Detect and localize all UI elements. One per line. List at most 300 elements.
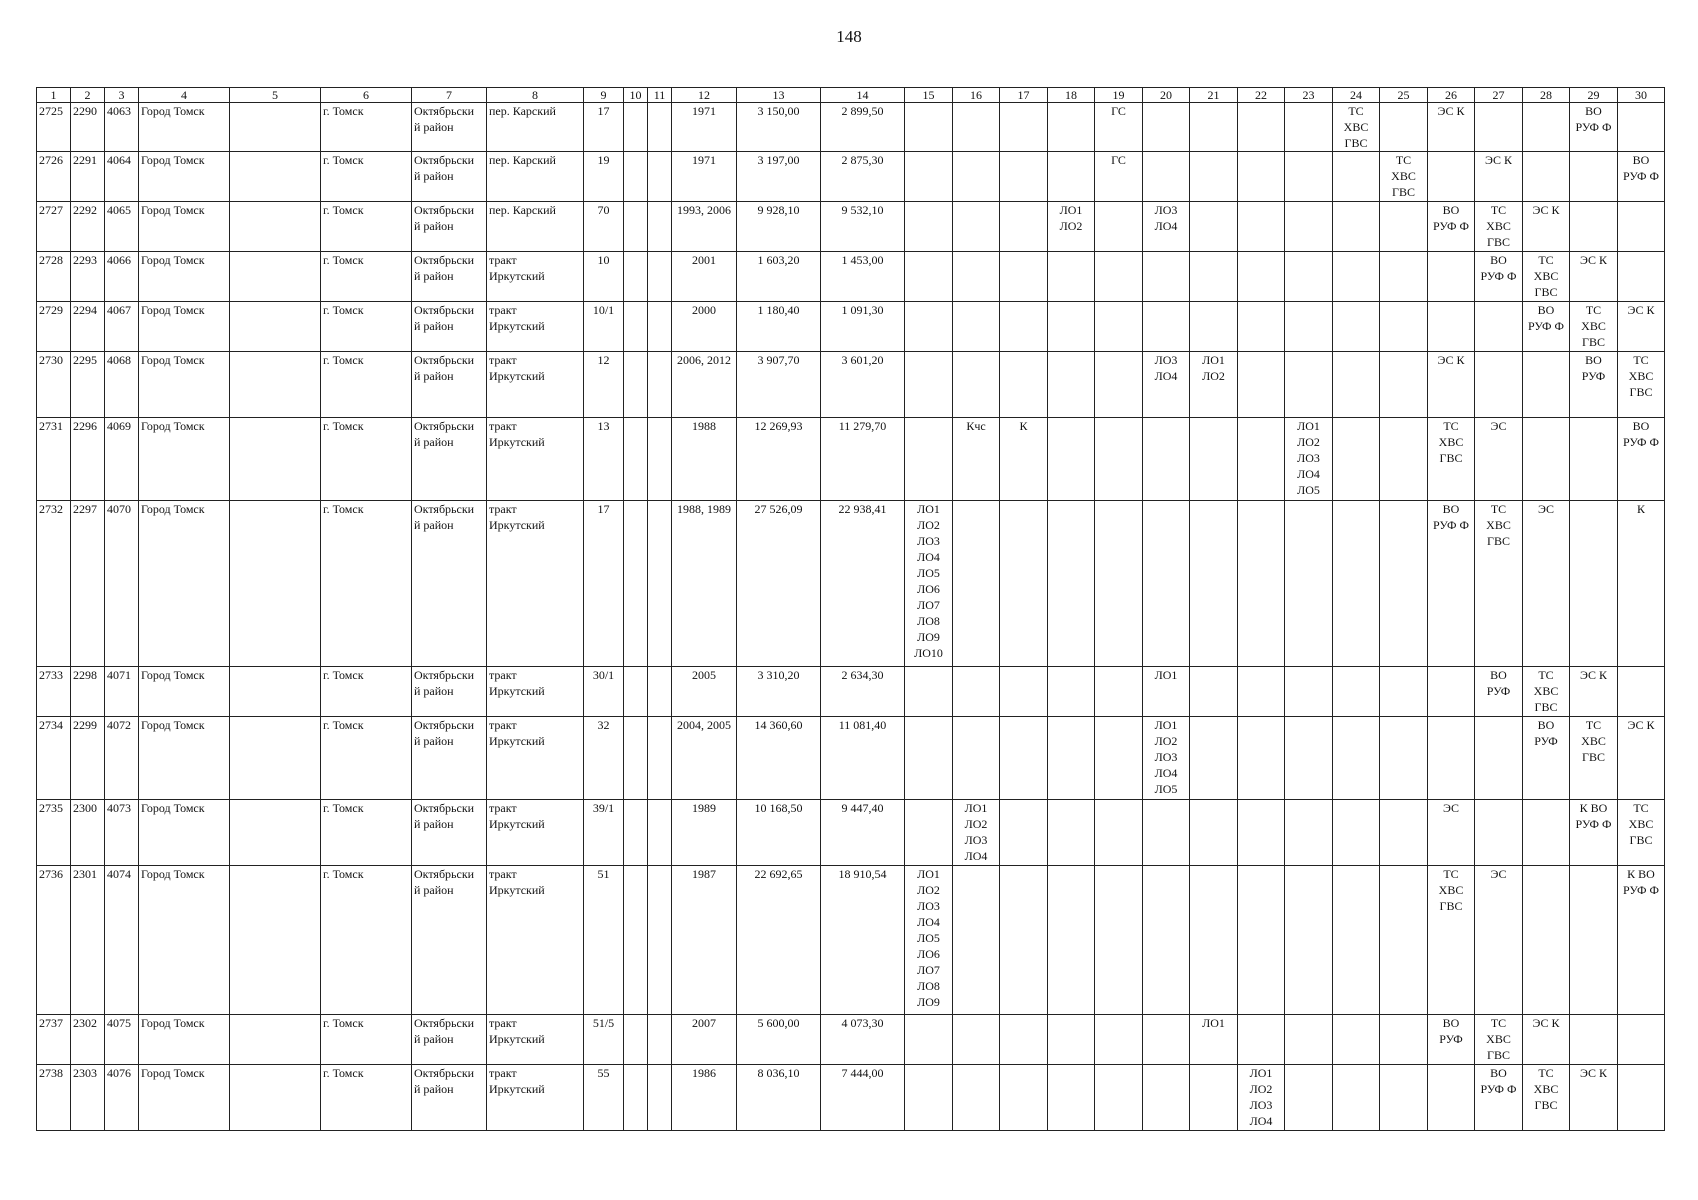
- cell-col-23: [1285, 866, 1333, 1015]
- cell-col-3: 4068: [105, 352, 139, 418]
- cell-col-24: [1333, 717, 1380, 800]
- cell-col-29: [1570, 1015, 1618, 1065]
- cell-col-26: [1428, 152, 1475, 202]
- table-row: [37, 103, 1665, 152]
- cell-col-6: г. Томск: [321, 717, 412, 800]
- cell-col-20: [1143, 152, 1190, 202]
- cell-col-26: ВО РУФ Ф: [1428, 202, 1475, 252]
- cell-col-28: ЭС: [1523, 501, 1570, 667]
- cell-col-30: [1618, 103, 1665, 152]
- cell-col-15: [905, 202, 953, 252]
- cell-col-23: [1285, 501, 1333, 667]
- cell-col-18: [1048, 252, 1095, 302]
- cell-col-25: [1380, 1065, 1428, 1131]
- cell-col-12: 2004, 2005: [672, 717, 737, 800]
- cell-col-24: [1333, 202, 1380, 252]
- cell-col-6: г. Томск: [321, 800, 412, 866]
- cell-col-10: [624, 103, 648, 152]
- cell-col-23: [1285, 1015, 1333, 1065]
- cell-col-22: [1238, 1015, 1285, 1065]
- cell-col-25: [1380, 302, 1428, 352]
- cell-col-15: [905, 352, 953, 418]
- cell-col-8: тракт Иркутский: [487, 1015, 584, 1065]
- cell-col-6: г. Томск: [321, 352, 412, 418]
- table-row: [37, 717, 1665, 800]
- cell-col-2: 2297: [71, 501, 105, 667]
- cell-col-14: 18 910,54: [821, 866, 905, 1015]
- column-header-11: 11: [648, 88, 672, 103]
- column-header-5: 5: [230, 88, 321, 103]
- cell-col-16: [953, 501, 1000, 667]
- cell-col-21: ЛО1: [1190, 1015, 1238, 1065]
- cell-col-1: 2727: [37, 202, 71, 252]
- cell-col-30: К ВО РУФ Ф: [1618, 866, 1665, 1015]
- cell-col-16: Кчс: [953, 418, 1000, 501]
- column-header-29: 29: [1570, 88, 1618, 103]
- cell-col-7: Октябрьски й район: [412, 152, 487, 202]
- housing-register-table: [36, 87, 1665, 1131]
- cell-col-16: ЛО1 ЛО2 ЛО3 ЛО4: [953, 800, 1000, 866]
- cell-col-11: [648, 103, 672, 152]
- column-header-6: 6: [321, 88, 412, 103]
- cell-col-7: Октябрьски й район: [412, 103, 487, 152]
- cell-col-28: ЭС К: [1523, 1015, 1570, 1065]
- column-header-8: 8: [487, 88, 584, 103]
- cell-col-4: Город Томск: [139, 252, 230, 302]
- cell-col-15: [905, 667, 953, 717]
- cell-col-23: [1285, 800, 1333, 866]
- cell-col-28: [1523, 418, 1570, 501]
- cell-col-18: [1048, 302, 1095, 352]
- cell-col-29: [1570, 152, 1618, 202]
- cell-col-18: [1048, 1015, 1095, 1065]
- cell-col-23: [1285, 352, 1333, 418]
- cell-col-21: [1190, 717, 1238, 800]
- cell-col-15: [905, 252, 953, 302]
- cell-col-24: [1333, 418, 1380, 501]
- cell-col-11: [648, 352, 672, 418]
- cell-col-28: ТС ХВС ГВС: [1523, 667, 1570, 717]
- cell-col-8: пер. Карский: [487, 103, 584, 152]
- cell-col-18: [1048, 103, 1095, 152]
- cell-col-9: 19: [584, 152, 624, 202]
- cell-col-20: ЛО1 ЛО2 ЛО3 ЛО4 ЛО5: [1143, 717, 1190, 800]
- table-row: [37, 302, 1665, 352]
- cell-col-17: [1000, 717, 1048, 800]
- cell-col-10: [624, 1015, 648, 1065]
- cell-col-21: [1190, 302, 1238, 352]
- cell-col-12: 1989: [672, 800, 737, 866]
- cell-col-20: ЛО3 ЛО4: [1143, 352, 1190, 418]
- cell-col-6: г. Томск: [321, 1015, 412, 1065]
- cell-col-6: г. Томск: [321, 418, 412, 501]
- cell-col-19: [1095, 202, 1143, 252]
- cell-col-7: Октябрьски й район: [412, 501, 487, 667]
- cell-col-29: ЭС К: [1570, 1065, 1618, 1131]
- cell-col-1: 2733: [37, 667, 71, 717]
- cell-col-26: ЭС К: [1428, 103, 1475, 152]
- column-header-21: 21: [1190, 88, 1238, 103]
- cell-col-15: ЛО1 ЛО2 ЛО3 ЛО4 ЛО5 ЛО6 ЛО7 ЛО8 ЛО9 ЛО10: [905, 501, 953, 667]
- table-row: [37, 501, 1665, 667]
- cell-col-6: г. Томск: [321, 667, 412, 717]
- cell-col-23: ЛО1 ЛО2 ЛО3 ЛО4 ЛО5: [1285, 418, 1333, 501]
- cell-col-17: [1000, 1065, 1048, 1131]
- cell-col-2: 2303: [71, 1065, 105, 1131]
- cell-col-16: [953, 302, 1000, 352]
- cell-col-13: 1 603,20: [737, 252, 821, 302]
- cell-col-4: Город Томск: [139, 667, 230, 717]
- cell-col-11: [648, 866, 672, 1015]
- cell-col-17: [1000, 152, 1048, 202]
- cell-col-1: 2734: [37, 717, 71, 800]
- cell-col-22: [1238, 202, 1285, 252]
- cell-col-23: [1285, 1065, 1333, 1131]
- cell-col-3: 4076: [105, 1065, 139, 1131]
- cell-col-2: 2299: [71, 717, 105, 800]
- cell-col-17: [1000, 501, 1048, 667]
- cell-col-6: г. Томск: [321, 252, 412, 302]
- cell-col-17: [1000, 667, 1048, 717]
- column-header-13: 13: [737, 88, 821, 103]
- cell-col-26: ЭС: [1428, 800, 1475, 866]
- cell-col-8: тракт Иркутский: [487, 302, 584, 352]
- cell-col-17: [1000, 252, 1048, 302]
- cell-col-19: [1095, 252, 1143, 302]
- cell-col-6: г. Томск: [321, 202, 412, 252]
- cell-col-28: [1523, 103, 1570, 152]
- cell-col-13: 3 197,00: [737, 152, 821, 202]
- cell-col-20: ЛО3 ЛО4: [1143, 202, 1190, 252]
- cell-col-24: [1333, 252, 1380, 302]
- cell-col-3: 4073: [105, 800, 139, 866]
- column-header-2: 2: [71, 88, 105, 103]
- cell-col-18: [1048, 1065, 1095, 1131]
- cell-col-11: [648, 302, 672, 352]
- cell-col-7: Октябрьски й район: [412, 800, 487, 866]
- cell-col-27: ТС ХВС ГВС: [1475, 202, 1523, 252]
- cell-col-18: [1048, 152, 1095, 202]
- cell-col-9: 17: [584, 501, 624, 667]
- table-row: [37, 418, 1665, 501]
- cell-col-23: [1285, 717, 1333, 800]
- cell-col-26: [1428, 1065, 1475, 1131]
- cell-col-14: 4 073,30: [821, 1015, 905, 1065]
- cell-col-1: 2726: [37, 152, 71, 202]
- cell-col-28: ТС ХВС ГВС: [1523, 252, 1570, 302]
- cell-col-25: [1380, 501, 1428, 667]
- cell-col-5: [230, 202, 321, 252]
- cell-col-14: 9 447,40: [821, 800, 905, 866]
- cell-col-10: [624, 352, 648, 418]
- cell-col-4: Город Томск: [139, 866, 230, 1015]
- cell-col-18: [1048, 418, 1095, 501]
- cell-col-16: [953, 667, 1000, 717]
- cell-col-5: [230, 418, 321, 501]
- cell-col-14: 2 899,50: [821, 103, 905, 152]
- cell-col-3: 4067: [105, 302, 139, 352]
- cell-col-9: 30/1: [584, 667, 624, 717]
- cell-col-22: [1238, 352, 1285, 418]
- cell-col-22: [1238, 418, 1285, 501]
- cell-col-2: 2300: [71, 800, 105, 866]
- cell-col-30: [1618, 1015, 1665, 1065]
- cell-col-12: 2007: [672, 1015, 737, 1065]
- cell-col-14: 9 532,10: [821, 202, 905, 252]
- cell-col-22: [1238, 717, 1285, 800]
- cell-col-14: 3 601,20: [821, 352, 905, 418]
- cell-col-25: [1380, 418, 1428, 501]
- cell-col-2: 2291: [71, 152, 105, 202]
- cell-col-15: [905, 152, 953, 202]
- cell-col-15: [905, 800, 953, 866]
- cell-col-30: [1618, 1065, 1665, 1131]
- cell-col-16: [953, 717, 1000, 800]
- cell-col-25: [1380, 866, 1428, 1015]
- column-header-9: 9: [584, 88, 624, 103]
- cell-col-23: [1285, 302, 1333, 352]
- cell-col-10: [624, 152, 648, 202]
- cell-col-21: [1190, 152, 1238, 202]
- cell-col-4: Город Томск: [139, 302, 230, 352]
- page-number: 148: [836, 27, 862, 46]
- cell-col-17: [1000, 202, 1048, 252]
- cell-col-15: [905, 418, 953, 501]
- cell-col-30: ЭС К: [1618, 717, 1665, 800]
- cell-col-5: [230, 800, 321, 866]
- cell-col-3: 4072: [105, 717, 139, 800]
- cell-col-10: [624, 717, 648, 800]
- cell-col-29: [1570, 501, 1618, 667]
- cell-col-25: [1380, 252, 1428, 302]
- cell-col-3: 4069: [105, 418, 139, 501]
- cell-col-18: [1048, 352, 1095, 418]
- cell-col-13: 3 310,20: [737, 667, 821, 717]
- cell-col-22: [1238, 252, 1285, 302]
- cell-col-3: 4063: [105, 103, 139, 152]
- cell-col-25: [1380, 800, 1428, 866]
- cell-col-10: [624, 202, 648, 252]
- cell-col-2: 2302: [71, 1015, 105, 1065]
- column-header-15: 15: [905, 88, 953, 103]
- column-header-16: 16: [953, 88, 1000, 103]
- cell-col-27: [1475, 103, 1523, 152]
- cell-col-14: 11 081,40: [821, 717, 905, 800]
- cell-col-29: К ВО РУФ Ф: [1570, 800, 1618, 866]
- cell-col-4: Город Томск: [139, 103, 230, 152]
- cell-col-27: ВО РУФ Ф: [1475, 252, 1523, 302]
- cell-col-30: [1618, 252, 1665, 302]
- cell-col-8: тракт Иркутский: [487, 866, 584, 1015]
- table-row: [37, 202, 1665, 252]
- cell-col-10: [624, 1065, 648, 1131]
- cell-col-4: Город Томск: [139, 418, 230, 501]
- cell-col-21: [1190, 501, 1238, 667]
- cell-col-4: Город Томск: [139, 1065, 230, 1131]
- cell-col-16: [953, 1065, 1000, 1131]
- cell-col-20: [1143, 103, 1190, 152]
- cell-col-5: [230, 302, 321, 352]
- cell-col-24: [1333, 866, 1380, 1015]
- cell-col-30: ЭС К: [1618, 302, 1665, 352]
- cell-col-25: ТС ХВС ГВС: [1380, 152, 1428, 202]
- cell-col-9: 10: [584, 252, 624, 302]
- cell-col-19: ГС: [1095, 103, 1143, 152]
- cell-col-14: 11 279,70: [821, 418, 905, 501]
- cell-col-16: [953, 866, 1000, 1015]
- cell-col-13: 5 600,00: [737, 1015, 821, 1065]
- cell-col-19: [1095, 501, 1143, 667]
- cell-col-6: г. Томск: [321, 103, 412, 152]
- cell-col-11: [648, 1065, 672, 1131]
- cell-col-19: ГС: [1095, 152, 1143, 202]
- cell-col-12: 1971: [672, 152, 737, 202]
- cell-col-3: 4075: [105, 1015, 139, 1065]
- table-row: [37, 352, 1665, 418]
- cell-col-15: ЛО1 ЛО2 ЛО3 ЛО4 ЛО5 ЛО6 ЛО7 ЛО8 ЛО9: [905, 866, 953, 1015]
- cell-col-26: [1428, 252, 1475, 302]
- cell-col-29: [1570, 418, 1618, 501]
- cell-col-25: [1380, 103, 1428, 152]
- cell-col-18: [1048, 501, 1095, 667]
- cell-col-22: [1238, 302, 1285, 352]
- cell-col-4: Город Томск: [139, 800, 230, 866]
- cell-col-24: [1333, 667, 1380, 717]
- cell-col-20: [1143, 302, 1190, 352]
- cell-col-23: [1285, 202, 1333, 252]
- cell-col-2: 2292: [71, 202, 105, 252]
- column-header-14: 14: [821, 88, 905, 103]
- cell-col-30: ВО РУФ Ф: [1618, 418, 1665, 501]
- cell-col-27: ЭС: [1475, 418, 1523, 501]
- cell-col-17: [1000, 103, 1048, 152]
- column-header-25: 25: [1380, 88, 1428, 103]
- cell-col-11: [648, 800, 672, 866]
- cell-col-19: [1095, 667, 1143, 717]
- cell-col-17: [1000, 1015, 1048, 1065]
- cell-col-17: [1000, 352, 1048, 418]
- cell-col-8: тракт Иркутский: [487, 252, 584, 302]
- cell-col-23: [1285, 252, 1333, 302]
- cell-col-15: [905, 717, 953, 800]
- cell-col-20: [1143, 1065, 1190, 1131]
- cell-col-29: ЭС К: [1570, 252, 1618, 302]
- cell-col-7: Октябрьски й район: [412, 252, 487, 302]
- cell-col-9: 51: [584, 866, 624, 1015]
- cell-col-21: [1190, 252, 1238, 302]
- cell-col-5: [230, 501, 321, 667]
- cell-col-2: 2301: [71, 866, 105, 1015]
- column-header-20: 20: [1143, 88, 1190, 103]
- cell-col-22: [1238, 152, 1285, 202]
- cell-col-29: ВО РУФ Ф: [1570, 103, 1618, 152]
- column-header-3: 3: [105, 88, 139, 103]
- cell-col-20: [1143, 252, 1190, 302]
- cell-col-7: Октябрьски й район: [412, 202, 487, 252]
- cell-col-7: Октябрьски й район: [412, 1065, 487, 1131]
- cell-col-6: г. Томск: [321, 501, 412, 667]
- cell-col-10: [624, 501, 648, 667]
- cell-col-22: [1238, 800, 1285, 866]
- cell-col-21: [1190, 667, 1238, 717]
- cell-col-12: 1988: [672, 418, 737, 501]
- cell-col-7: Октябрьски й район: [412, 352, 487, 418]
- cell-col-26: ЭС К: [1428, 352, 1475, 418]
- cell-col-21: [1190, 1065, 1238, 1131]
- cell-col-15: [905, 1065, 953, 1131]
- cell-col-28: ВО РУФ Ф: [1523, 302, 1570, 352]
- cell-col-5: [230, 866, 321, 1015]
- cell-col-14: 1 091,30: [821, 302, 905, 352]
- cell-col-4: Город Томск: [139, 352, 230, 418]
- cell-col-11: [648, 202, 672, 252]
- cell-col-9: 70: [584, 202, 624, 252]
- column-header-30: 30: [1618, 88, 1665, 103]
- cell-col-9: 12: [584, 352, 624, 418]
- cell-col-2: 2295: [71, 352, 105, 418]
- cell-col-9: 13: [584, 418, 624, 501]
- cell-col-14: 2 634,30: [821, 667, 905, 717]
- cell-col-12: 2006, 2012: [672, 352, 737, 418]
- cell-col-26: [1428, 717, 1475, 800]
- cell-col-1: 2725: [37, 103, 71, 152]
- cell-col-18: [1048, 866, 1095, 1015]
- cell-col-2: 2296: [71, 418, 105, 501]
- cell-col-29: ВО РУФ: [1570, 352, 1618, 418]
- cell-col-10: [624, 302, 648, 352]
- cell-col-28: [1523, 152, 1570, 202]
- cell-col-29: ЭС К: [1570, 667, 1618, 717]
- cell-col-8: тракт Иркутский: [487, 800, 584, 866]
- column-header-10: 10: [624, 88, 648, 103]
- cell-col-24: [1333, 1065, 1380, 1131]
- cell-col-1: 2729: [37, 302, 71, 352]
- cell-col-16: [953, 103, 1000, 152]
- cell-col-30: ТС ХВС ГВС: [1618, 352, 1665, 418]
- cell-col-20: [1143, 800, 1190, 866]
- table-row: [37, 1065, 1665, 1131]
- cell-col-21: ЛО1 ЛО2: [1190, 352, 1238, 418]
- cell-col-11: [648, 717, 672, 800]
- cell-col-27: ВО РУФ Ф: [1475, 1065, 1523, 1131]
- cell-col-27: ТС ХВС ГВС: [1475, 501, 1523, 667]
- table-row: [37, 1015, 1665, 1065]
- cell-col-22: [1238, 103, 1285, 152]
- cell-col-16: [953, 202, 1000, 252]
- cell-col-27: ТС ХВС ГВС: [1475, 1015, 1523, 1065]
- cell-col-28: [1523, 800, 1570, 866]
- cell-col-19: [1095, 1015, 1143, 1065]
- cell-col-27: [1475, 717, 1523, 800]
- cell-col-20: [1143, 866, 1190, 1015]
- cell-col-4: Город Томск: [139, 152, 230, 202]
- cell-col-6: г. Томск: [321, 152, 412, 202]
- column-header-24: 24: [1333, 88, 1380, 103]
- cell-col-28: ЭС К: [1523, 202, 1570, 252]
- cell-col-10: [624, 866, 648, 1015]
- cell-col-17: К: [1000, 418, 1048, 501]
- cell-col-1: 2728: [37, 252, 71, 302]
- cell-col-8: тракт Иркутский: [487, 1065, 584, 1131]
- cell-col-2: 2293: [71, 252, 105, 302]
- cell-col-22: [1238, 866, 1285, 1015]
- cell-col-4: Город Томск: [139, 202, 230, 252]
- cell-col-26: ВО РУФ Ф: [1428, 501, 1475, 667]
- cell-col-5: [230, 152, 321, 202]
- cell-col-27: ВО РУФ: [1475, 667, 1523, 717]
- cell-col-3: 4064: [105, 152, 139, 202]
- column-header-28: 28: [1523, 88, 1570, 103]
